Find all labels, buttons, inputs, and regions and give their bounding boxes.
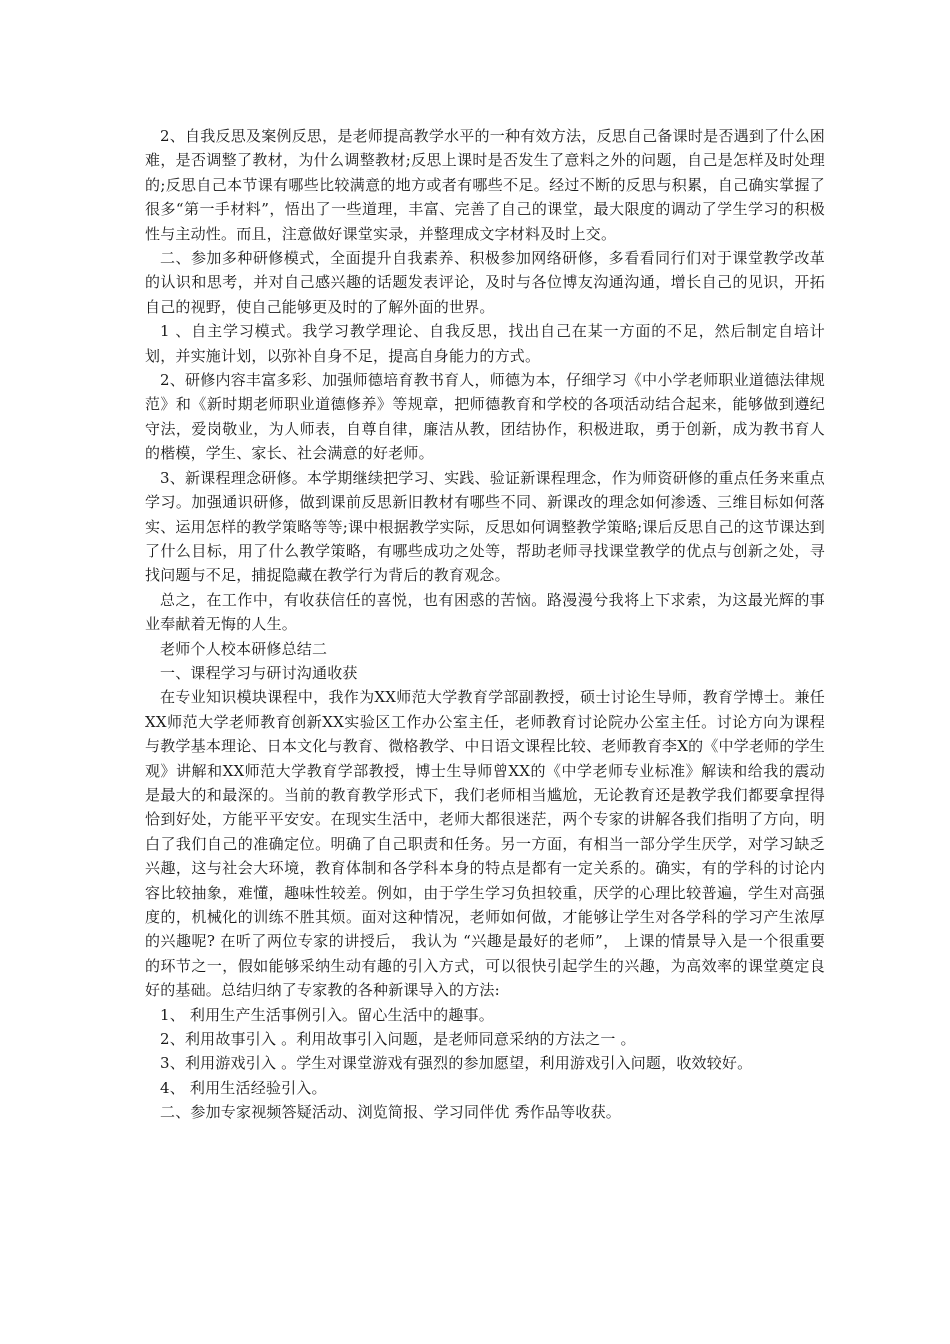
- list-item-2: 2、利用故事引入 。利用故事引入问题，是老师同意采纳的方法之一 。: [160, 1030, 636, 1049]
- paragraph-ethics: 2、研修内容丰富多彩、加强师德培育教书育人，师德为本，仔细学习《中小学老师职业道德法律规范》和《新时期老师职业道德修养》等规章，把师德教育和学校的各项活动结合起来，能够做到遵纪守法，爱岗敬业，为人师表，自尊自律，廉洁从教，团结协作，积极进取，勇于创新，成为教书育人的楷模，学生、家长、社会满意的好老师。: [145, 371, 825, 463]
- paragraph-course-study: 在专业知识模块课程中，我作为XX师范大学教育学部副教授，硕士讨论生导师，教育学博士。兼任XX师范大学老师教育创新XX实验区工作办公室主任，老师教育讨论院办公室主任。讨论方向为课程与教学基本理论、日本文化与教育、微格教学、中日语文课程比较、老师教育李X的《中学老师的学生观》讲解和XX师范大学教育学部教授，博士生导师曾XX的《中学老师专业标准》解读和给我的震动是最大的和最深的。当前的教育教学形式下，我们老师相当尴尬，无论教育还是教学我们都要拿捏得恰到好处，方能平平安安。在现实生活中，老师大都很迷茫，两个专家的讲解各我们指明了方向，明白了我们自己的准确定位。明确了自己职责和任务。另一方面，有相当一部分学生厌学，对学习缺乏兴趣，这与社会大环境，教育体制和各学科本身的特点是都有一定关系的。确实，有的学科的讨论内容比较抽象，难懂，趣味性较差。例如，由于学生学习负担较重，厌学的心理比较普遍，学生对高强度的，机械化的训练不胜其烦。面对这种情况，老师如何做，才能够让学生对各学科的学习产生浓厚的兴趣呢? 在听了两位专家的讲授后， 我认为 “兴趣是最好的老师”， 上课的情景导入是一个很重要的环节之一，假如能够采纳生动有趣的引入方式，可以很快引起学生的兴趣，为高效率的课堂奠定良好的基础。总结归纳了专家教的各种新课导入的方法:: [145, 688, 825, 1000]
- list-item-3: 3、利用游戏引入 。学生对课堂游戏有强烈的参加愿望，利用游戏引入问题，收效较好。: [160, 1054, 753, 1073]
- list-item-1: 1、 利用生产生活事例引入。留心生活中的趣事。: [160, 1005, 494, 1024]
- section-title: 老师个人校本研修总结二: [160, 639, 328, 658]
- section-heading-1: 一、课程学习与研讨沟通收获: [160, 663, 358, 682]
- paragraph-self-study: 1 、自主学习模式。我学习教学理论、自我反思，找出自己在某一方面的不足，然后制定自培计划，并实施计划，以弥补自身不足，提高自身能力的方式。: [145, 322, 825, 365]
- document-body: [145, 124, 825, 1125]
- paragraph-summary: 总之，在工作中，有收获信任的喜悦，也有困惑的苦恼。路漫漫兮我将上下求索，为这最光辉的事业奉献着无悔的人生。: [145, 590, 825, 634]
- paragraph-self-reflection: 2、自我反思及案例反思，是老师提高教学水平的一种有效方法，反思自己备课时是否遇到了什么困难，是否调整了教材，为什么调整教材;反思上课时是否发生了意料之外的问题，自己是怎样及时处理的;反思自己本节课有哪些比较满意的地方或者有哪些不足。经过不断的反思与积累，自己确实掌握了很多“第一手材料”，悟出了一些道理，丰富、完善了自己的课堂，最大限度的调动了学生学习的积极性与主动性。而且，注意做好课堂实录，并整理成文字材料及时上交。: [145, 127, 825, 243]
- list-item-4: 4、 利用生活经验引入。: [160, 1078, 327, 1097]
- paragraph-training-modes: 二、参加多种研修模式，全面提升自我素养、积极参加网络研修，多看看同行们对于课堂教学改革的认识和思考，并对自己感兴趣的话题发表评论，及时与各位博友沟通沟通，增长自己的见识，开拓自己的视野，使自己能够更及时的了解外面的世界。: [145, 249, 825, 316]
- section-heading-2: 二、参加专家视频答疑活动、浏览简报、学习同伴优 秀作品等收获。: [160, 1103, 621, 1122]
- paragraph-new-curriculum: 3、新课程理念研修。本学期继续把学习、实践、验证新课程理念，作为师资研修的重点任务来重点学习。加强通识研修，做到课前反思新旧教材有哪些不同、新课改的理念如何渗透、三维目标如何落实、运用怎样的教学策略等等;课中根据教学实际，反思如何调整教学策略;课后反思自己的这节课达到了什么目标，用了什么教学策略，有哪些成功之处等，帮助老师寻找课堂教学的优点与创新之处，寻找问题与不足，捕捉隐藏在教学行为背后的教育观念。: [145, 468, 825, 585]
